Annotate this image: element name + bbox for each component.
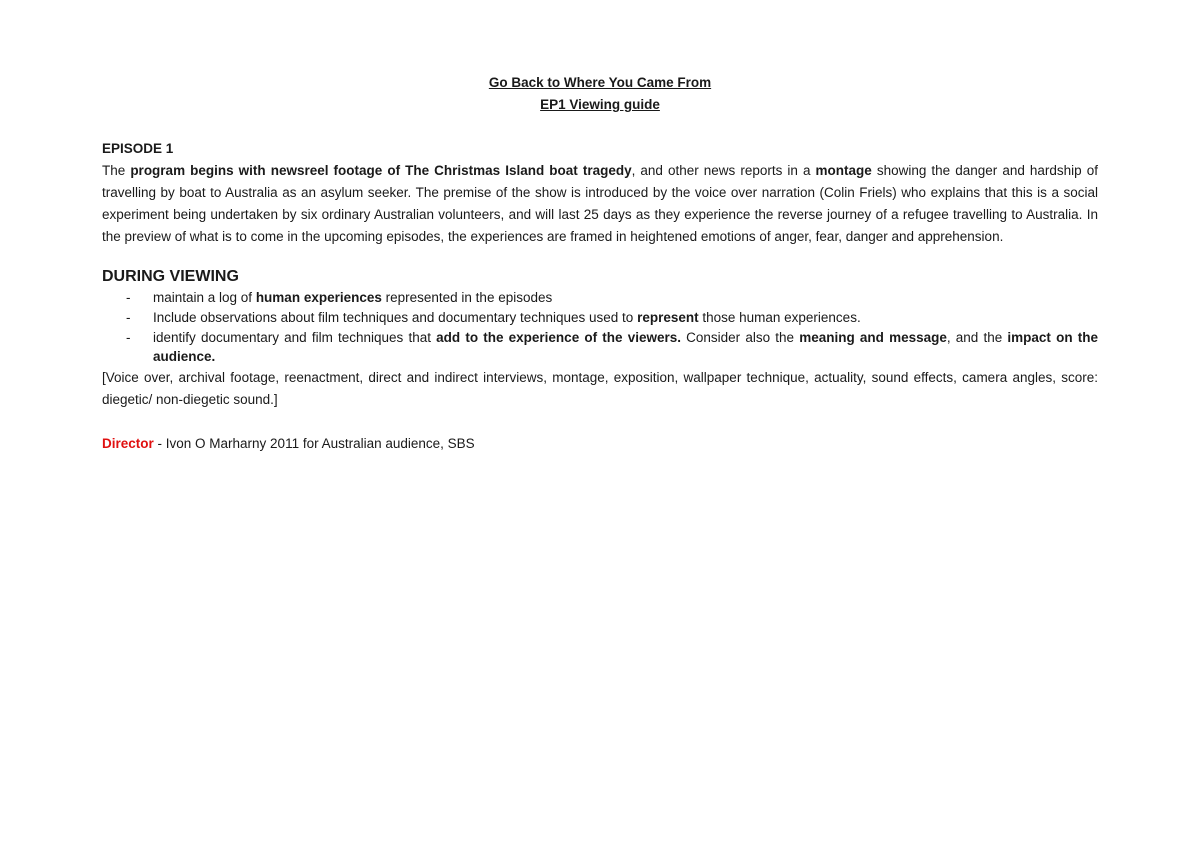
- episode-heading: EPISODE 1: [102, 141, 174, 156]
- bullet-dash: -: [126, 310, 131, 325]
- bullet-text: represented in the episodes: [381, 290, 553, 305]
- document-body: [102, 72, 1098, 455]
- bullet-text: , and the: [946, 330, 1008, 345]
- bullet-bold: represent: [637, 310, 699, 325]
- bullet-bold: human experiences: [255, 290, 382, 305]
- bullet-text: Include observations about film techniques and documentary techniques used to: [153, 310, 638, 325]
- document-title: Go Back to Where You Came From: [488, 75, 712, 90]
- document-subtitle: EP1 Viewing guide: [540, 97, 660, 112]
- bullet-text: those human experiences.: [698, 310, 861, 325]
- director-text: - Ivon O Marharny 2011 for Australian audience, SBS: [153, 436, 475, 451]
- during-viewing-heading: DURING VIEWING: [102, 268, 239, 285]
- list-item: [102, 328, 1098, 366]
- list-item: [102, 308, 1098, 327]
- intro-bold-1: program begins with newsreel footage of The Christmas Island boat tragedy: [130, 163, 632, 178]
- bullet-dash: -: [126, 290, 131, 305]
- intro-text-3: showing the danger and hardship of travelling by boat to Australia as an asylum seeker. The premise of the show is introduced by the voice over narration (Colin Friels) who explains that this is a social experiment being undertaken by six ordinary Australian volunteers, and will last 25 days as they experience the reverse journey of a refugee travelling to Australia. In the preview of what is to come in the upcoming episodes, the experiences are framed in heightened emotions of anger, fear, danger and apprehension.: [102, 163, 1098, 244]
- director-label: Director: [102, 436, 154, 451]
- list-item: [102, 288, 1098, 307]
- bullet-text: identify documentary and film techniques that: [153, 330, 437, 345]
- bullet-text: Consider also the: [680, 330, 800, 345]
- during-viewing-list: [102, 288, 1098, 366]
- techniques-list: [Voice over, archival footage, reenactment, direct and indirect interviews, montage, exposition, wallpaper technique, actuality, sound effects, camera angles, score: diegetic/ non-diegetic sound.]: [102, 370, 1098, 407]
- bullet-bold: meaning and message: [799, 330, 947, 345]
- bullet-dash: -: [126, 330, 131, 345]
- intro-paragraph: [102, 160, 1098, 248]
- intro-text-1: The: [102, 163, 131, 178]
- intro-text-2: , and other news reports in a: [631, 163, 816, 178]
- bullet-bold: add to the experience of the viewers.: [436, 330, 681, 345]
- bullet-text: maintain a log of: [153, 290, 256, 305]
- intro-bold-2: montage: [815, 163, 872, 178]
- bullet-bold: impact on the audience.: [153, 330, 1098, 364]
- director-line: [102, 433, 1098, 455]
